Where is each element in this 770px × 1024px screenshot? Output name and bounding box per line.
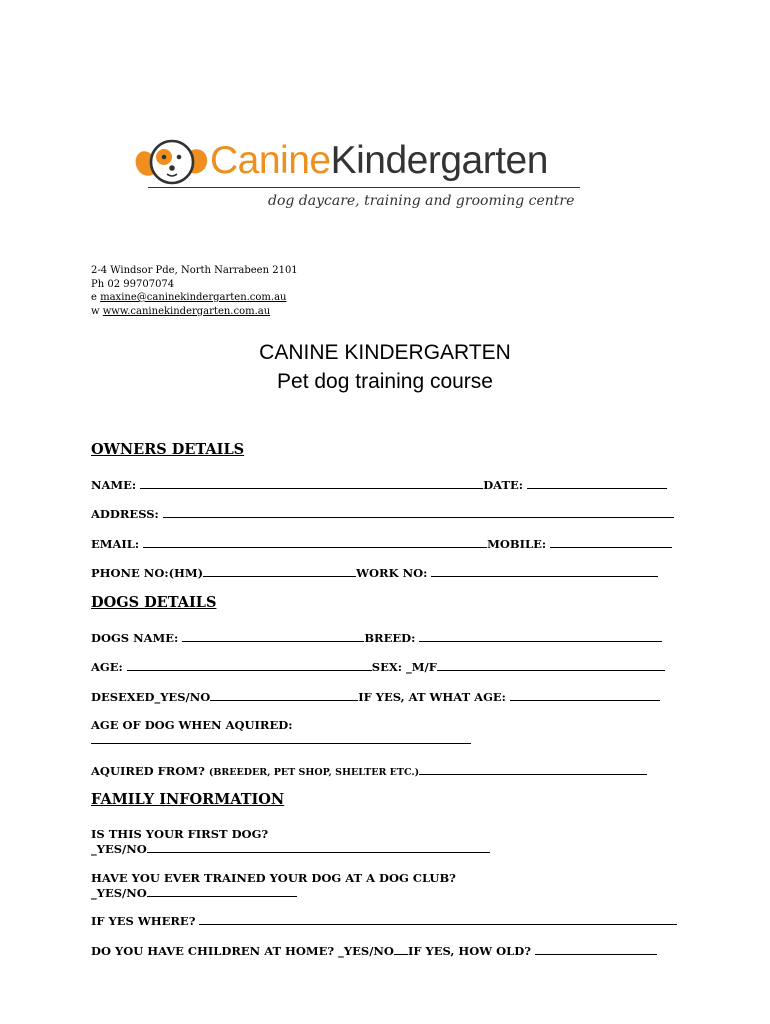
phone-hm-field[interactable] bbox=[203, 566, 356, 577]
first-dog-question: IS THIS YOUR FIRST DOG? bbox=[91, 827, 269, 841]
phone-hm-label: PHONE NO:(HM) bbox=[91, 566, 204, 580]
date-label: DATE: bbox=[483, 478, 524, 492]
age-acquired-label: AGE OF DOG WHEN AQUIRED: bbox=[91, 718, 293, 732]
date-field[interactable] bbox=[527, 478, 667, 489]
age-field[interactable] bbox=[127, 660, 372, 671]
phone-work-row bbox=[91, 566, 658, 581]
dog-club-question: HAVE YOU EVER TRAINED YOUR DOG AT A DOG CLUB? bbox=[91, 871, 456, 885]
work-no-label: WORK NO: bbox=[356, 566, 428, 580]
address-label: ADDRESS: bbox=[91, 507, 159, 521]
contact-block bbox=[91, 264, 298, 318]
logo-name-kindergarten: Kindergarten bbox=[330, 139, 548, 182]
desexed-field[interactable] bbox=[210, 690, 358, 701]
desexed-age-field[interactable] bbox=[510, 690, 660, 701]
sex-field[interactable] bbox=[437, 660, 665, 671]
children-yes-no-field[interactable] bbox=[394, 944, 408, 955]
breed-field[interactable] bbox=[419, 631, 662, 642]
dog-club-answer-row bbox=[91, 886, 297, 901]
document-title: CANINE KINDERGARTEN bbox=[259, 341, 511, 364]
web-prefix: w bbox=[91, 305, 103, 317]
dog-club-yes-no: _YES/NO bbox=[91, 886, 147, 900]
family-information-heading: FAMILY INFORMATION bbox=[91, 791, 285, 808]
dog-club-field[interactable] bbox=[147, 886, 297, 897]
age-label: AGE: bbox=[91, 660, 123, 674]
age-sex-row bbox=[91, 660, 665, 675]
website-link[interactable]: www.caninekindergarten.com.au bbox=[102, 305, 271, 317]
acquired-from-row bbox=[91, 764, 647, 780]
children-label: DO YOU HAVE CHILDREN AT HOME? _YES/NO bbox=[91, 944, 394, 958]
dogs-name-field[interactable] bbox=[182, 631, 364, 642]
first-dog-yes-no: _YES/NO bbox=[91, 842, 147, 856]
how-old-field[interactable] bbox=[535, 944, 657, 955]
address-field[interactable] bbox=[163, 507, 674, 518]
logo-name-canine: Canine bbox=[210, 139, 331, 182]
mobile-label: MOBILE: bbox=[487, 537, 547, 551]
first-dog-field[interactable] bbox=[147, 842, 490, 853]
dogs-details-heading: DOGS DETAILS bbox=[91, 594, 217, 611]
email-prefix: e bbox=[91, 292, 101, 303]
age-acquired-field[interactable] bbox=[91, 733, 471, 744]
logo-divider bbox=[148, 187, 580, 188]
logo-tagline: dog daycare, training and grooming centre bbox=[268, 193, 575, 209]
sex-label: SEX: _M/F bbox=[371, 660, 437, 674]
first-dog-answer-row bbox=[91, 842, 490, 857]
acquired-from-field[interactable] bbox=[419, 764, 647, 775]
acquired-options-label: (BREEDER, PET SHOP, SHELTER ETC.) bbox=[208, 767, 420, 778]
if-yes-age-label: IF YES, AT WHAT AGE: bbox=[358, 690, 506, 704]
contact-phone: Ph 02 99707074 bbox=[91, 278, 175, 290]
name-label: NAME: bbox=[91, 478, 137, 492]
logo-wordmark bbox=[210, 138, 548, 184]
email-link[interactable]: maxine@caninekindergarten.com.au bbox=[100, 292, 287, 303]
if-yes-where-row bbox=[91, 914, 677, 929]
if-yes-where-label: IF YES WHERE? bbox=[91, 914, 196, 928]
work-no-field[interactable] bbox=[431, 566, 658, 577]
contact-address: 2-4 Windsor Pde, North Narrabeen 2101 bbox=[91, 265, 298, 276]
if-yes-where-field[interactable] bbox=[199, 914, 677, 925]
name-field[interactable] bbox=[140, 478, 483, 489]
contact-email-line bbox=[91, 291, 298, 305]
address-row bbox=[91, 507, 674, 522]
email-label: EMAIL: bbox=[91, 537, 140, 551]
document-subtitle: Pet dog training course bbox=[277, 370, 493, 393]
desexed-row bbox=[91, 690, 660, 705]
dogs-name-breed-row bbox=[91, 631, 662, 646]
contact-web-line bbox=[91, 305, 298, 319]
children-row bbox=[91, 944, 657, 959]
mobile-field[interactable] bbox=[550, 537, 672, 548]
desexed-label: DESEXED_YES/NO bbox=[91, 690, 211, 704]
breed-label: BREED: bbox=[364, 631, 416, 645]
dogs-name-label: DOGS NAME: bbox=[91, 631, 179, 645]
acquired-from-label: AQUIRED FROM? bbox=[91, 764, 205, 778]
how-old-label: IF YES, HOW OLD? bbox=[407, 944, 531, 958]
age-acquired-row bbox=[91, 733, 471, 748]
email-field[interactable] bbox=[143, 537, 487, 548]
name-date-row bbox=[91, 478, 667, 493]
email-mobile-row bbox=[91, 537, 672, 552]
owners-details-heading: OWNERS DETAILS bbox=[91, 441, 245, 458]
